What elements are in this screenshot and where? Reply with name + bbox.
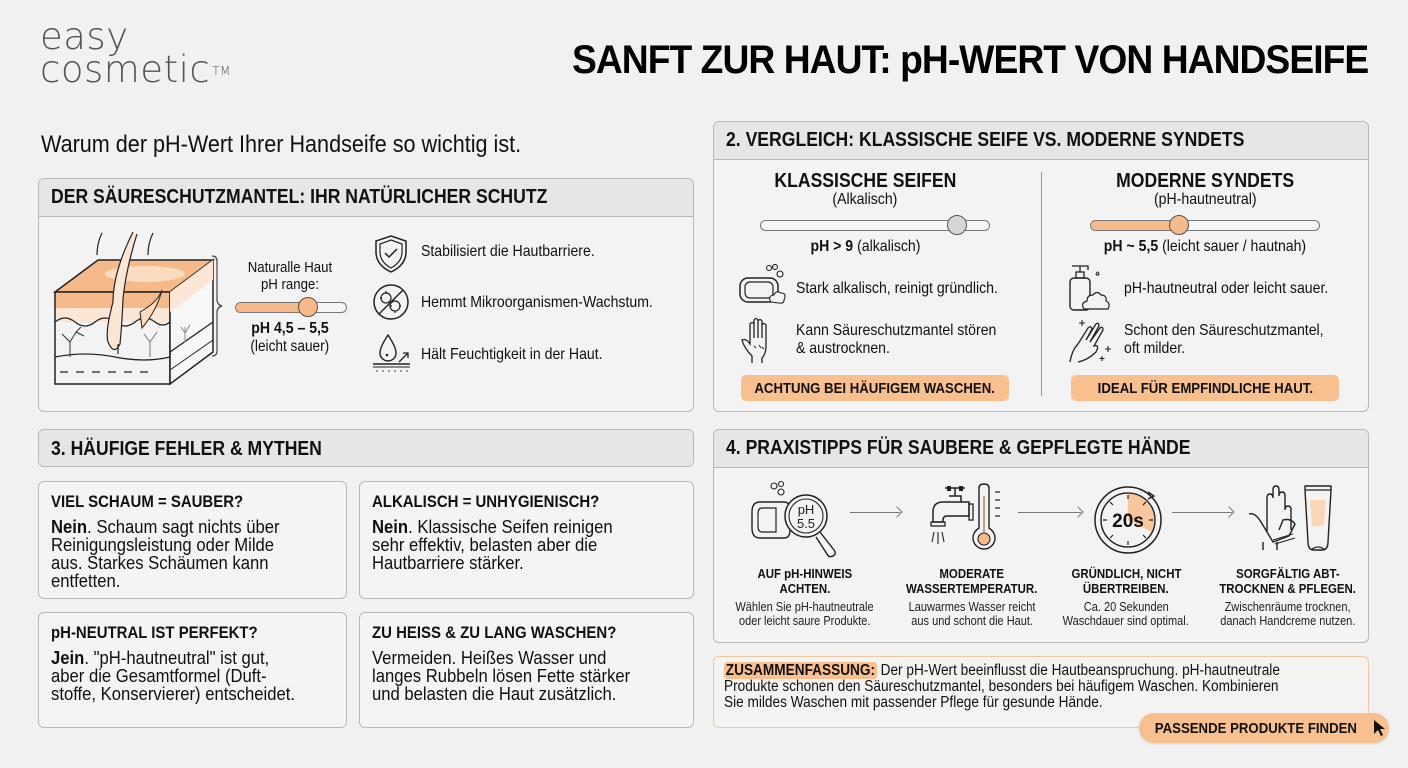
classic-ph-note: (alkalisch)	[856, 238, 920, 255]
benefit-text: Hält Feuchtigkeit in der Haut.	[421, 346, 603, 363]
syndets-subtitle: (pH-hautneutral)	[1153, 191, 1257, 208]
pump-bottle-icon	[1066, 264, 1116, 312]
dry-hand-icon	[740, 316, 782, 364]
myth-title: pH-NEUTRAL IST PERFEKT?	[51, 623, 258, 642]
summary-label: ZUSAMMENFASSUNG:	[725, 662, 876, 679]
cursor-pointer-icon	[1373, 719, 1387, 737]
classic-item-text: Stark alkalisch, reinigt gründlich.	[796, 280, 998, 297]
section-heading: 4. PRAXISTIPPS FÜR SAUBERE & GEPFLEGTE HÄNDE	[714, 430, 1368, 468]
find-products-button[interactable]: PASSENDE PRODUKTE FINDEN	[1139, 713, 1389, 743]
tip-description: Lauwarmes Wasser reicht aus und schont die Haut.	[908, 600, 1036, 628]
classic-ph-slider[interactable]	[760, 220, 990, 231]
tip-description: Wählen Sie pH-hautneutrale oder leicht saure Produkte.	[735, 600, 875, 628]
towel-hand-cream-icon	[1245, 484, 1337, 556]
myth-card: ZU HEISS & ZU LANG WASCHEN? Vermeiden. Heißes Wasser und langes Rubbeln lösen Fette stärker und belasten die Haut zusätzlich.	[359, 612, 694, 728]
brand-line-2: cosmetic	[40, 48, 211, 91]
skin-ph-slider[interactable]	[235, 302, 347, 313]
svg-text:pH: pH	[797, 502, 815, 517]
syndets-ideal-badge: IDEAL FÜR EMPFINDLICHE HAUT.	[1071, 375, 1339, 401]
classic-soap-subtitle: (Alkalisch)	[832, 191, 898, 208]
page-subtitle: Warum der pH-Wert Ihrer Handseife so wichtig ist.	[41, 131, 522, 158]
section-heading: 3. HÄUFIGE FEHLER & MYTHEN	[39, 430, 693, 467]
sparkle-hand-icon	[1066, 316, 1116, 364]
benefit-text: Stabilisiert die Hautbarriere.	[421, 243, 595, 260]
step-arrow	[1172, 512, 1232, 513]
trademark: TM	[212, 64, 231, 78]
no-bacteria-icon	[372, 283, 410, 321]
syndets-item-text: Schont den Säureschutzmantel,	[1124, 322, 1324, 339]
svg-text:20s: 20s	[1112, 511, 1144, 532]
moisture-drop-icon	[372, 333, 412, 375]
summary-box: ZUSAMMENFASSUNG: Der pH-Wert beeinflusst die Hautbeanspruchung. pH-hautneutrale Produkte schonen den Säureschutzmantel, besonders bei häufigem Waschen. Kombinieren Sie mildes Waschen mit passender Pflege für gesunde Hände.	[713, 656, 1369, 728]
classic-item-text-2: & austrocknen.	[796, 340, 890, 357]
classic-soap-title: KLASSISCHE SEIFEN	[774, 170, 956, 192]
myth-card: ALKALISCH = UNHYGIENISCH? Nein. Klassische Seifen reinigen sehr effektiv, belasten aber die Hautbarriere stärker.	[359, 481, 694, 599]
syndets-item-text-2: oft milder.	[1124, 340, 1186, 357]
step-arrow	[1018, 512, 1081, 513]
skin-ph-value: pH 4,5 – 5,5	[251, 320, 329, 337]
classic-warning-badge: ACHTUNG BEI HÄUFIGEM WASCHEN.	[741, 375, 1009, 401]
myth-title: ZU HEISS & ZU LANG WASCHEN?	[372, 623, 617, 642]
step-arrow	[850, 512, 900, 513]
shield-check-icon	[373, 234, 409, 274]
section-heading: 2. VERGLEICH: KLASSISCHE SEIFE VS. MODERNE SYNDETS	[714, 122, 1368, 160]
skin-ph-note: (leicht sauer)	[250, 338, 330, 355]
myth-title: VIEL SCHAUM = SAUBER?	[51, 492, 244, 511]
tip-title: GRÜNDLICH, NICHT ÜBERTREIBEN.	[1071, 566, 1181, 596]
tip-title: SORGFÄLTIG ABT- TROCKNEN & PFLEGEN.	[1219, 566, 1357, 596]
skin-cross-section-icon	[50, 232, 225, 392]
myth-card: VIEL SCHAUM = SAUBER? Nein. Schaum sagt nichts über Reinigungsleistung oder Milde aus. Starkes Schäumen kann entfetten.	[38, 481, 347, 599]
syndets-title: MODERNE SYNDETS	[1116, 170, 1294, 192]
bracket-icon	[210, 255, 224, 357]
section-myths	[38, 429, 694, 467]
page-title: SANFT ZUR HAUT: pH-WERT VON HANDSEIFE	[571, 38, 1368, 82]
myth-card: pH-NEUTRAL IST PERFEKT? Jein. "pH-hautneutral" ist gut, aber die Gesamtformel (Duft- stoffe, Konservierer) entscheidet.	[38, 612, 347, 728]
comparison-divider	[1041, 172, 1042, 396]
syndets-ph-note: (leicht sauer / hautnah)	[1162, 238, 1307, 255]
syndets-ph-slider[interactable]	[1090, 220, 1320, 231]
tip-title: MODERATE WASSERTEMPERATUR.	[906, 566, 1038, 596]
svg-text:5.5: 5.5	[796, 516, 816, 531]
range-label-2: pH range:	[261, 276, 319, 293]
syndets-ph-value: pH ~ 5,5	[1103, 238, 1159, 255]
classic-item-text: Kann Säureschutzmantel stören	[796, 322, 997, 339]
classic-ph-value: pH > 9	[810, 238, 853, 255]
brand-logo	[40, 15, 231, 91]
tip-description: Zwischenräume trocknen, danach Handcreme nutzen.	[1220, 600, 1356, 628]
tip-title: AUF pH-HINWEIS ACHTEN.	[757, 566, 853, 596]
benefit-text: Hemmt Mikroorganismen-Wachstum.	[421, 294, 653, 311]
timer-icon	[1092, 484, 1164, 556]
soap-bar-icon	[737, 264, 787, 308]
syndets-item-text: pH-hautneutral oder leicht sauer.	[1124, 280, 1329, 297]
ph-magnifier-icon	[748, 480, 844, 560]
section-heading: DER SÄURESCHUTZMANTEL: IHR NATÜRLICHER SCHUTZ	[39, 179, 693, 217]
tip-description: Ca. 20 Sekunden Waschdauer sind optimal.	[1062, 600, 1190, 628]
brand-line-1: easy	[40, 15, 129, 58]
range-label: Naturalle Haut	[247, 259, 333, 276]
myth-title: ALKALISCH = UNHYGIENISCH?	[372, 492, 600, 511]
faucet-thermometer-icon	[925, 482, 1005, 556]
